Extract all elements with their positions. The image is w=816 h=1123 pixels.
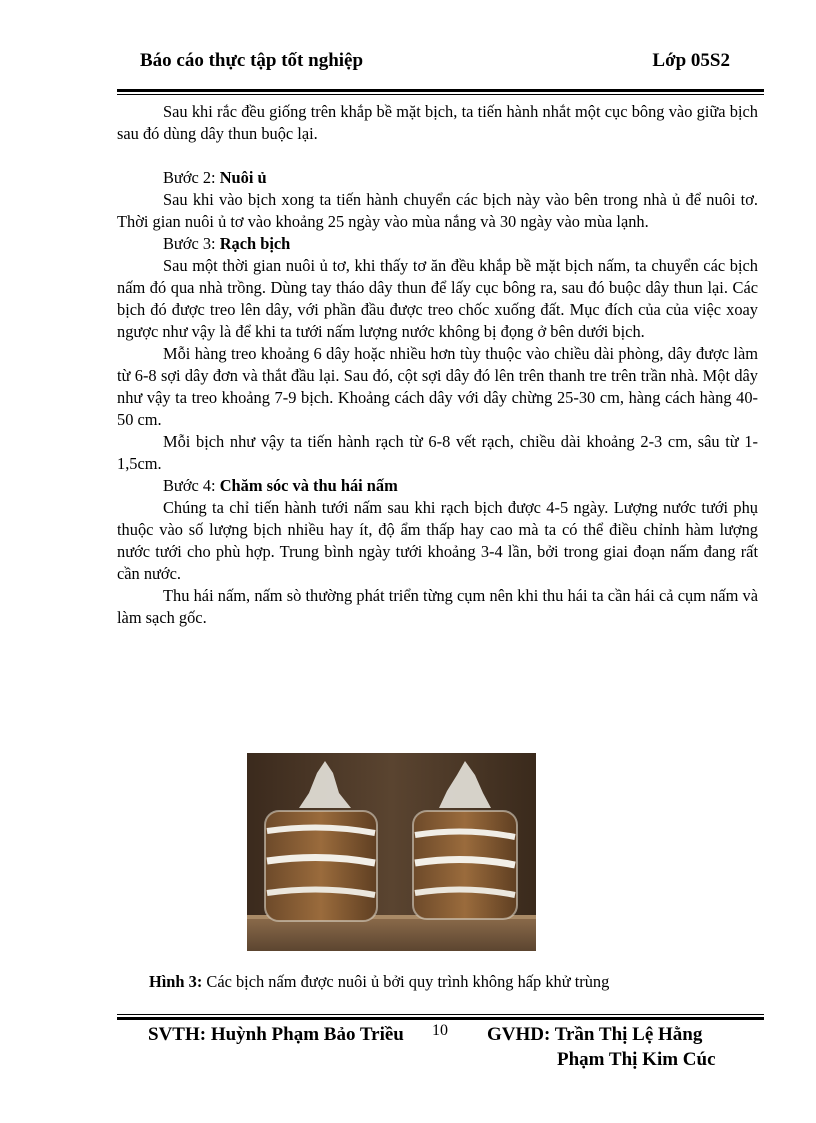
paragraph-6: Chúng ta chỉ tiến hành tưới nấm sau khi rạch bịch được 4-5 ngày. Lượng nước tưới phụ thuộc vào số lượng bịch nhiều hay ít, độ ẩm thấp hay cao mà ta có thể điều chỉnh hàm lượng nước tưới cho phù hợp. Trung bình ngày tưới khoảng 3-4 lần, bởi trong giai đoạn nấm đang rất cần nước. [117, 498, 758, 583]
footer-rule-thick [117, 1017, 764, 1020]
paragraph-2: Sau khi vào bịch xong ta tiến hành chuyển các bịch này vào bên trong nhà ủ để nuôi tơ. Thời gian nuôi ủ tơ vào khoảng 25 ngày vào mùa nắng và 30 ngày vào mùa lạnh. [117, 190, 758, 231]
student-name: SVTH: Huỳnh Phạm Bảo Triều [148, 1024, 404, 1045]
figure-caption [149, 972, 609, 992]
photo-illustration [247, 753, 536, 951]
paragraph-1: Sau khi rắc đều giống trên khắp bề mặt bịch, ta tiến hành nhắt một cục bông vào giữa bịch sau đó dùng dây thun buộc lại. [117, 102, 758, 143]
advisor-line-2: Phạm Thị Kim Cúc [557, 1049, 716, 1070]
step-4-heading [117, 475, 758, 497]
step-4-label: Bước 4: [163, 476, 220, 495]
paragraph-4: Mỗi hàng treo khoảng 6 dây hoặc nhiều hơn tùy thuộc vào chiều dài phòng, dây được làm từ 6-8 sợi dây đơn và thắt đầu lại. Sau đó, cột sợi dây đó lên trên thanh tre trên trần nhà. Một dây như vậy ta treo khoảng 7-9 bịch. Khoảng cách dây với dây chừng 25-30 cm, hàng cách hàng 40-50 cm. [117, 344, 758, 429]
advisor-line-1: GVHD: Trần Thị Lệ Hằng [487, 1024, 703, 1045]
class-label: Lớp 05S2 [652, 50, 730, 71]
caption-label: Hình 3: [149, 972, 203, 991]
page-header [140, 50, 730, 78]
paragraph-3: Sau một thời gian nuôi ủ tơ, khi thấy tơ ăn đều khắp bề mặt bịch nấm, ta chuyển các bịch nấm đó qua nhà trồng. Dùng tay tháo dây thun để lấy cục bông ra, sau đó buộc dây thun lại. Các bịch đó được treo lên dây, với phần đầu được treo chốc xuống đất. Mục đích của của việc xoay ngược như vậy là để khi ta tưới nấm lượng nước không bị đọng ở bên dưới bịch. [117, 256, 758, 341]
step-2-heading [117, 167, 758, 189]
caption-text: Các bịch nấm được nuôi ủ bởi quy trình không hấp khử trùng [202, 972, 610, 991]
body-text [117, 101, 758, 629]
step-2-title: Nuôi ủ [219, 168, 267, 187]
footer-rule-thin [117, 1014, 764, 1015]
step-4-title: Chăm sóc và thu hái nấm [219, 476, 398, 495]
header-rule-thin [117, 94, 764, 95]
page-number: 10 [432, 1022, 448, 1039]
paragraph-7: Thu hái nấm, nấm sò thường phát triển từng cụm nên khi thu hái ta cần hái cả cụm nấm và làm sạch gốc. [117, 586, 758, 627]
step-3-label: Bước 3: [163, 234, 220, 253]
header-rule-thick [117, 89, 764, 92]
mushroom-bags-photo [247, 753, 536, 951]
step-3-heading [117, 233, 758, 255]
step-2-label: Bước 2: [163, 168, 220, 187]
report-title: Báo cáo thực tập tốt nghiệp [140, 50, 364, 71]
step-3-title: Rạch bịch [219, 234, 291, 253]
paragraph-5: Mỗi bịch như vậy ta tiến hành rạch từ 6-8 vết rạch, chiều dài khoảng 2-3 cm, sâu từ 1-1,5cm. [117, 432, 758, 473]
